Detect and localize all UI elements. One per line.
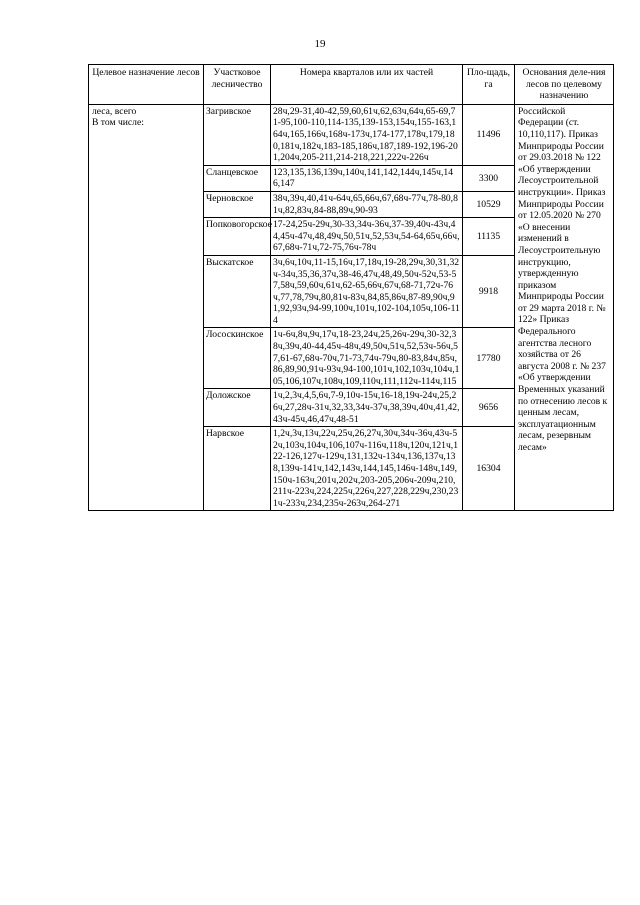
quarters-cell: 3ч,6ч,10ч,11-15,16ч,17,18ч,19-28,29ч,30,31,32ч-34ч,35,36,37ч,38-46,47ч,48,49,50ч-52ч,53-57,58ч,59,60ч,61ч,62-65,66ч,67ч,68-71,72ч-76ч,77,78,79ч,80,81ч-83ч,84,85,86ч,87-89,90ч,91,92,93ч,94-99,100ч,101ч,102-104,105ч,106-114 bbox=[271, 255, 463, 328]
forestry-cell: Загривское bbox=[204, 104, 271, 165]
area-cell: 16304 bbox=[463, 427, 515, 511]
forestry-cell: Лососкинское bbox=[204, 328, 271, 389]
quarters-cell: 1ч,2,3ч,4,5,6ч,7-9,10ч-15ч,16-18,19ч-24ч,25,26ч,27,28ч-31ч,32,33,34ч-37ч,38,39ч,40ч,41,42,43ч-45ч,46,47ч,48-51 bbox=[271, 389, 463, 427]
forests-purpose-table bbox=[88, 64, 614, 511]
area-cell: 10529 bbox=[463, 191, 515, 217]
header-forestry: Участковое лесничество bbox=[204, 65, 271, 105]
forestry-cell: Попковогорское bbox=[204, 218, 271, 256]
purpose-cell bbox=[89, 104, 204, 511]
area-cell: 11135 bbox=[463, 218, 515, 256]
forestry-cell: Нарвское bbox=[204, 427, 271, 511]
page-number: 19 bbox=[314, 38, 326, 50]
quarters-cell: 1,2ч,3ч,13ч,22ч,25ч,26,27ч,30ч,34ч-36ч,43ч-52ч,103ч,104ч,106,107ч-116ч,118ч,120ч,121ч,122-126,127ч-129ч,131,132ч-134ч,136,137ч,138,139ч-141ч,142,143ч,144,145,146ч-148ч,149,150ч-163ч,201ч,202ч,203-205,206ч-209ч,210,211ч-223ч,224,225ч,226ч,227,228,229ч,230,231ч-233ч,234,235ч-263ч,264-271 bbox=[271, 427, 463, 511]
header-area: Пло-щадь, га bbox=[463, 65, 515, 105]
forestry-cell: Сланцевское bbox=[204, 165, 271, 191]
table-row bbox=[89, 104, 614, 165]
area-cell: 9918 bbox=[463, 255, 515, 328]
quarters-cell: 123,135,136,139ч,140ч,141,142,144ч,145ч,146,147 bbox=[271, 165, 463, 191]
header-basis: Основания деле-ния лесов по целевому назначению bbox=[515, 65, 614, 105]
purpose-including: В том числе: bbox=[92, 117, 144, 129]
forestry-cell: Доложское bbox=[204, 389, 271, 427]
area-cell: 17780 bbox=[463, 328, 515, 389]
basis-cell: Российской Федерации (ст. 10,110,117). Приказ Минприроды России от 29.03.2018 № 122 «Об утверждении Лесоустроительной инструкции». Приказ Минприроды России от 12.05.2020 № 270 «О внесении изменений в Лесоустроительную инструкцию, утвержденную приказом Минприроды России от 29 марта 2018 г. № 122» Приказ Федерального агентства лесного хозяйства от 26 августа 2008 г. № 237 «Об утверждении Временных указаний по отнесению лесов к ценным лесам, эксплуатационным лесам, резервным лесам» bbox=[515, 104, 614, 511]
purpose-total: леса, всего bbox=[92, 105, 137, 117]
area-cell: 11496 bbox=[463, 104, 515, 165]
quarters-cell: 17-24,25ч-29ч,30-33,34ч-36ч,37-39,40ч-43ч,44,45ч-47ч,48,49ч,50,51ч,52,53ч,54-64,65ч,66ч,67,68ч-71ч,72-75,76ч-78ч bbox=[271, 218, 463, 256]
forestry-cell: Выскатское bbox=[204, 255, 271, 328]
header-purpose: Целевое назначение лесов bbox=[89, 65, 204, 105]
quarters-cell: 28ч,29-31,40-42,59,60,61ч,62,63ч,64ч,65-69,71-95,100-110,114-135,139-153,154ч,155-163,164ч,165,166ч,168ч-173ч,174-177,178ч,179,180,181ч,182ч,183-185,186ч,187,189-192,196-201,204ч,205-211,214-218,221,222ч-226ч bbox=[271, 104, 463, 165]
area-cell: 9656 bbox=[463, 389, 515, 427]
quarters-cell: 1ч-6ч,8ч,9ч,17ч,18-23,24ч,25,26ч-29ч,30-32,38ч,39ч,40-44,45ч-48ч,49,50ч,51ч,52,53ч-56ч,57,61-67,68ч-70ч,71-73,74ч-79ч,80-83,84ч,85ч,86,89,90,91ч-93ч,94-100,101ч,102,103ч,104ч,105,106,107ч,108ч,109,110ч,111,112ч-114ч,115 bbox=[271, 328, 463, 389]
table-header-row bbox=[89, 65, 614, 105]
forestry-cell: Черновское bbox=[204, 191, 271, 217]
quarters-cell: 38ч,39ч,40,41ч-64ч,65,66ч,67,68ч-77ч,78-80,81ч,82,83ч,84-88,89ч,90-93 bbox=[271, 191, 463, 217]
header-quarters: Номера кварталов или их частей bbox=[271, 65, 463, 105]
area-cell: 3300 bbox=[463, 165, 515, 191]
